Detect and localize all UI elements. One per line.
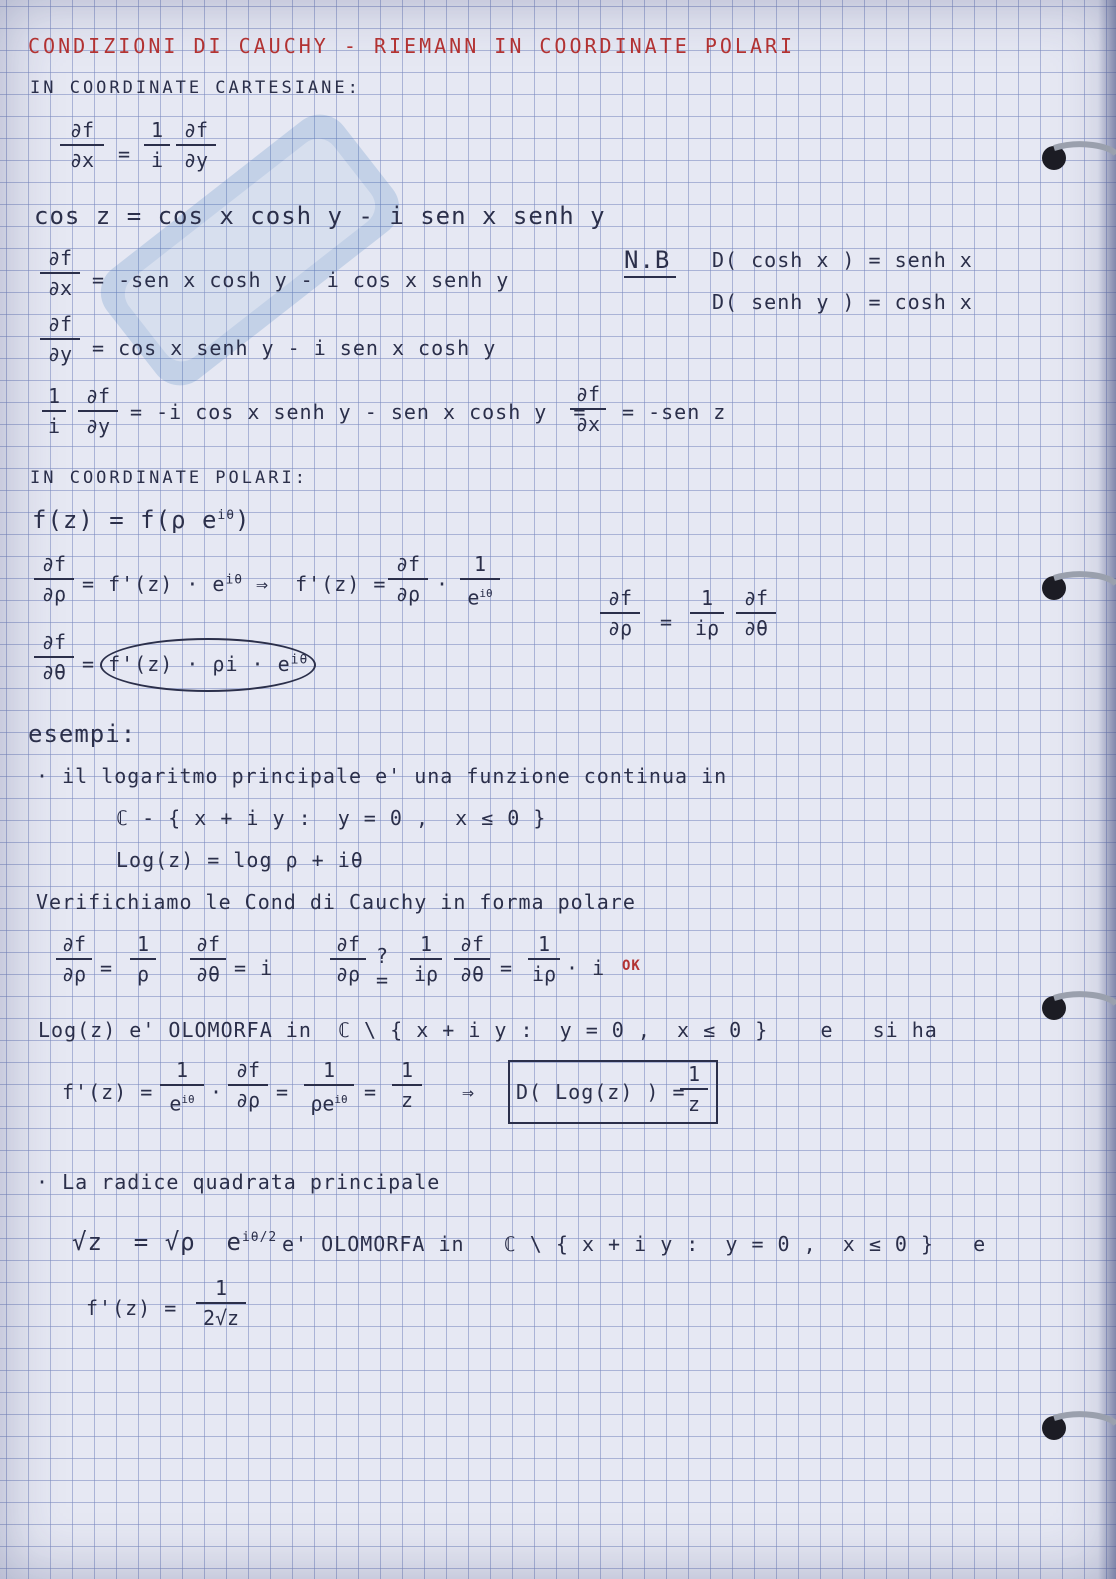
fprime-fraction: 1 $\rho e^{i\theta}$ bbox=[304, 1058, 354, 1116]
partial-y-value: = cos x senh y - i sen x cosh y bbox=[92, 336, 497, 360]
polar-cr-fraction: 1 iρ bbox=[690, 586, 724, 640]
page-edge-shadow bbox=[1098, 0, 1116, 1579]
polar-heading: IN COORDINATE POLARI: bbox=[30, 468, 308, 488]
verify-fraction: 1 ρ bbox=[130, 932, 156, 986]
verify-fraction: ∂f ∂θ bbox=[190, 932, 226, 986]
sqrt-definition: √z = √ρ $e^{i\theta/2}$ bbox=[72, 1228, 278, 1256]
polar-cr-fraction: ∂f ∂θ bbox=[736, 586, 776, 640]
boxed-lhs: D( Log(z) ) = bbox=[516, 1080, 686, 1104]
partial-y-fraction: ∂f ∂y bbox=[78, 384, 118, 438]
sqrt-olomorfa: e' OLOMORFA in ℂ \ { x + i y : y = 0 , x ≤ 0 } e bbox=[282, 1232, 987, 1256]
fprime-fraction: 1 $e^{i\theta}$ bbox=[160, 1058, 204, 1116]
nb-underline bbox=[624, 276, 676, 278]
partial-y-fraction: ∂f ∂y bbox=[40, 312, 80, 366]
fprime-fraction: 1 z bbox=[392, 1058, 422, 1112]
ok-mark: OK bbox=[622, 958, 641, 974]
log-olomorfa-line: Log(z) e' OLOMORFA in ℂ \ { x + i y : y = 0 , x ≤ 0 } e si ha bbox=[38, 1018, 938, 1042]
verify-fraction: ∂f ∂ρ bbox=[330, 932, 366, 986]
log-domain: ℂ - { x + i y : y = 0 , x ≤ 0 } bbox=[116, 806, 547, 830]
binder-ring-icon bbox=[1040, 1410, 1116, 1446]
examples-heading: esempi: bbox=[28, 720, 137, 748]
partial-theta-value: = $f'(z) \cdot \rho i \cdot e^{i\theta}$ bbox=[82, 652, 309, 676]
nb-line-2: D( senh y ) = cosh x bbox=[712, 290, 973, 314]
inverse-exp-fraction: 1 $e^{i\theta}$ bbox=[460, 552, 500, 610]
polar-cr-fraction: ∂f ∂ρ bbox=[600, 586, 640, 640]
implies-fprime: ⇒ f'(z) = bbox=[256, 572, 387, 596]
partial-x-fraction: ∂f ∂x bbox=[570, 382, 606, 436]
verify-fraction: 1 iρ bbox=[410, 932, 442, 986]
verify-times-i: · i bbox=[566, 956, 606, 980]
nb-line-1: D( cosh x ) = senh x bbox=[712, 248, 973, 272]
sqrt-intro: · La radice quadrata principale bbox=[36, 1170, 441, 1194]
partial-rho-fraction: ∂f ∂ρ bbox=[388, 552, 428, 606]
check-value: = -i cos x senh y - sen x cosh y = bbox=[130, 400, 587, 424]
cr-fraction: ∂f ∂x bbox=[60, 118, 104, 172]
fprime-fraction: ∂f ∂ρ bbox=[228, 1058, 268, 1112]
equals-sign: = bbox=[100, 956, 114, 980]
sqrt-fprime-lhs: f'(z) = bbox=[86, 1296, 178, 1320]
partial-rho-value: = $f'(z) \cdot e^{i\theta}$ bbox=[82, 572, 244, 596]
partial-x-value: = -sen x cosh y - i cos x senh y bbox=[92, 268, 510, 292]
implies-arrow: ⇒ bbox=[462, 1080, 476, 1104]
verify-fraction: ∂f ∂ρ bbox=[56, 932, 92, 986]
equals-sign: = bbox=[660, 610, 674, 634]
boxed-fraction: 1 z bbox=[680, 1062, 708, 1116]
partial-rho-fraction: ∂f ∂ρ bbox=[34, 552, 74, 606]
fprime-lhs: f'(z) = bbox=[62, 1080, 154, 1104]
equals-sign: = bbox=[364, 1080, 378, 1104]
cos-identity: cos z = cos x cosh y - i sen x senh y bbox=[34, 202, 606, 230]
multiply-dot: · bbox=[210, 1080, 224, 1104]
verify-equals-i: = i bbox=[234, 956, 274, 980]
partial-x-fraction: ∂f ∂x bbox=[40, 246, 80, 300]
cr-fraction: 1 i bbox=[144, 118, 170, 172]
page-title: CONDIZIONI DI CAUCHY - RIEMANN IN COORDINATE POLARI bbox=[28, 34, 796, 58]
equals-sign: = bbox=[500, 956, 514, 980]
cr-fraction: ∂f ∂y bbox=[176, 118, 216, 172]
question-equals: ? = bbox=[376, 944, 390, 992]
polar-fz: f(z) = f(ρ $e^{i\theta}$) bbox=[32, 506, 251, 534]
binder-ring-icon bbox=[1040, 570, 1116, 606]
log-intro: · il logaritmo principale e' una funzione continua in bbox=[36, 764, 728, 788]
multiply-dot: · bbox=[436, 572, 450, 596]
log-definition: Log(z) = log ρ + iθ bbox=[116, 848, 364, 872]
inverse-i-fraction: 1 i bbox=[42, 384, 66, 438]
check-result: = -sen z bbox=[622, 400, 727, 424]
verify-line: Verifichiamo le Cond di Cauchy in forma polare bbox=[36, 890, 636, 914]
nb-label: N.B bbox=[624, 246, 671, 274]
verify-fraction: ∂f ∂θ bbox=[454, 932, 490, 986]
binder-ring-icon bbox=[1040, 140, 1116, 176]
circled-term bbox=[100, 638, 316, 692]
verify-fraction: 1 iρ bbox=[528, 932, 560, 986]
partial-theta-fraction: ∂f ∂θ bbox=[34, 630, 74, 684]
sqrt-fprime-fraction: 1 2√z bbox=[196, 1276, 246, 1330]
equals-sign: = bbox=[118, 142, 132, 166]
equals-sign: = bbox=[276, 1080, 290, 1104]
binder-ring-icon bbox=[1040, 990, 1116, 1026]
cartesian-heading: IN COORDINATE CARTESIANE: bbox=[30, 78, 361, 98]
